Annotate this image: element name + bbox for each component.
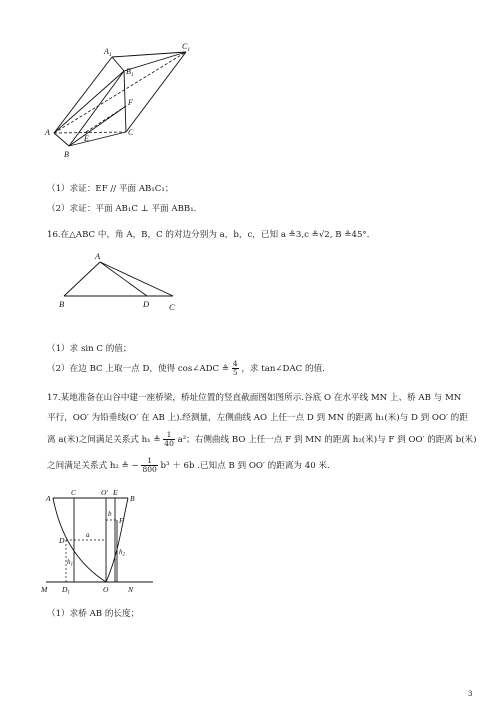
q17-line4: 之间满足关系式 h₂ ≗ − $\frac{1}{800}$ b³ ＋ 6b .已知点 B 到 OO′ 的距离为 40 米. (47, 456, 330, 474)
bridge-label-c: C (71, 488, 77, 497)
bridge-label-n: N (128, 585, 134, 594)
bridge-label-h2: $h_2$ (119, 548, 125, 558)
bridge-label-b-dist: b (108, 510, 112, 518)
prism-label-b: B (64, 150, 69, 159)
bridge-label-b: B (130, 494, 135, 503)
bridge-label-h1: $h_1$ (67, 558, 73, 568)
tri-label-a: A (95, 251, 101, 261)
q17-line2: 平行，OO′ 为铅垂线(O′ 在 AB 上).经测量，左侧曲线 AO 上任一点 D 到 MN 的距离 h₁(米)与 D 到 OO′ 的距 (47, 413, 468, 423)
prism-label-a1: $A_1$ (104, 47, 112, 58)
prism-label-a: A (45, 128, 50, 137)
bridge-label-a-dist: a (86, 531, 90, 539)
bridge-label-e: E (113, 488, 118, 497)
q17-line3: 离 a(米)之间满足关系式 h₁ ≗ $\frac{1}{40}$ a²；右侧曲线 BO 上任一点 F 到 MN 的距离 h₂(米)与 F 到 OO′ 的距离 b(米) (47, 430, 477, 448)
fraction-4-5: $\frac{4}{5}$ (232, 359, 238, 377)
bridge-label-o-prime: O′ (101, 488, 109, 497)
prism-label-c: C (128, 128, 134, 137)
prism-figure (40, 40, 200, 165)
q17-line1: 17.某地准备在山谷中建一座桥梁，桥址位置的竖直截面图如图所示.谷底 O 在水平线 MN 上、桥 AB 与 MN (47, 393, 462, 403)
bridge-label-m: M (41, 585, 48, 594)
q16-part2: （2）在边 BC 上取一点 D，使得 cos∠ADC ≗ $\frac{4}{5}$ ，求 tan∠DAC 的值． (47, 359, 331, 377)
q16-part1: （1）求 sin C 的值； (47, 344, 132, 354)
bridge-label-f: F (119, 516, 124, 525)
bridge-label-o: O (103, 585, 109, 594)
q16-stem: 16.在△ABC 中，角 A，B，C 的对边分别为 a，b，c，已知 a ≗3,c ≗√2, B ≗45°． (47, 230, 376, 240)
page-number: 3 (468, 690, 473, 698)
tri-label-b: B (59, 299, 65, 309)
prism-label-e: E (84, 134, 89, 143)
bridge-label-a: A (46, 494, 51, 503)
prism-label-c1: $C_1$ (182, 42, 191, 53)
bridge-label-d1: $D_1$ (62, 585, 70, 596)
q17-part1: （1）求桥 AB 的长度； (47, 609, 140, 619)
triangle-figure (50, 250, 185, 314)
tri-label-d: D (143, 299, 150, 309)
q15-part1: （1）求证：EF // 平面 AB₁C₁； (47, 184, 174, 194)
q15-part2: （2）求证：平面 AB₁C ⊥ 平面 ABB₁. (47, 204, 197, 214)
prism-label-b1: $B_1$ (126, 67, 134, 78)
fraction-1-800: $\frac{1}{800}$ (142, 456, 157, 474)
tri-label-c: C (169, 302, 175, 312)
prism-label-f: F (128, 98, 133, 107)
bridge-label-d: D (59, 536, 65, 545)
bridge-figure (40, 485, 160, 600)
fraction-1-40: $\frac{1}{40}$ (164, 430, 174, 448)
